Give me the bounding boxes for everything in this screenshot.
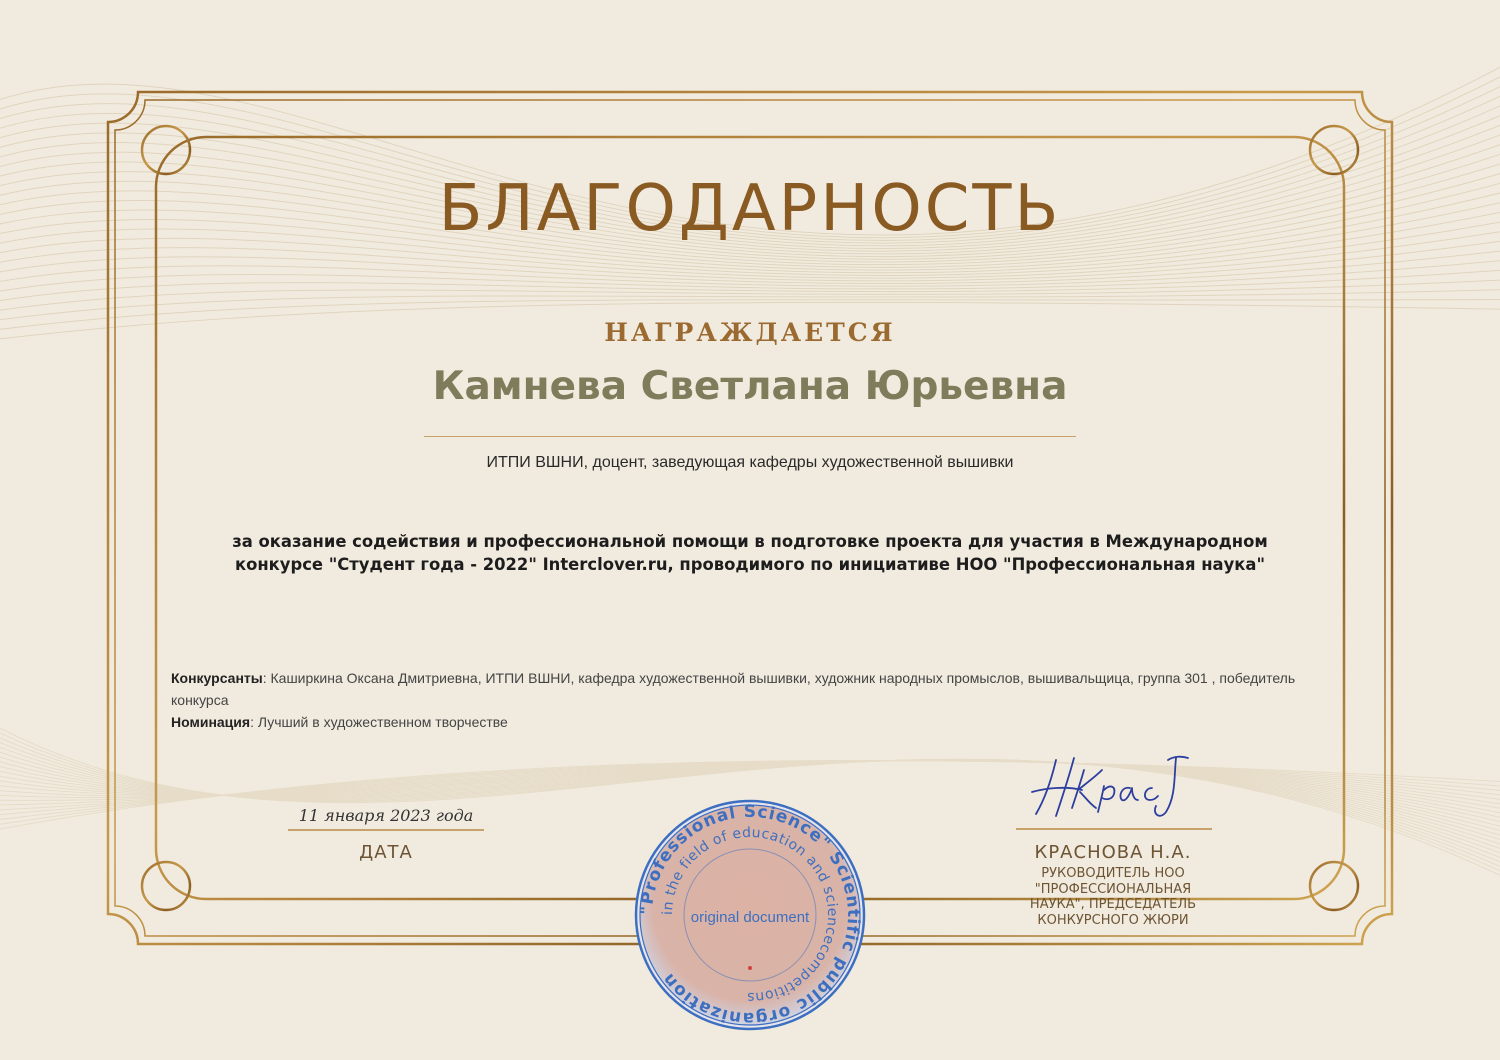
competition-details — [171, 667, 1321, 733]
corner-circle-top-right — [1310, 126, 1358, 174]
award-reason-line-2: конкурсе "Студент года - 2022" Interclover.ru, проводимого по инициативе НОО "Профессиональная наука" — [234, 555, 1266, 574]
corner-circle-bottom-left — [142, 862, 190, 910]
seal-center-text: original document — [690, 909, 810, 926]
award-reason-line-1: за оказание содействия и профессиональной помощи в подготовке проекта для участия в Международном — [232, 532, 1268, 551]
corner-circle-bottom-right — [1310, 862, 1358, 910]
signer-role-line-1: РУКОВОДИТЕЛЬ НОО — [1041, 866, 1185, 881]
official-seal — [632, 797, 868, 1033]
seal-inner-text: in the field of education and sciencecompetitions — [659, 824, 841, 1006]
signature-underline — [1016, 828, 1212, 830]
corner-circle-top-left — [142, 126, 190, 174]
recipient-name: Камнева Светлана Юрьевна — [432, 364, 1068, 409]
nomination-value: : Лучший в художественном творчестве — [250, 714, 508, 730]
date-label: ДАТА — [359, 842, 413, 863]
certificate-title: БЛАГОДАРНОСТЬ — [438, 172, 1062, 246]
signer-role — [985, 866, 1241, 928]
participants-row — [171, 667, 1321, 711]
participants-value: : Каширкина Оксана Дмитриевна, ИТПИ ВШНИ, кафедра художественной вышивки, художник народных промыслов, вышивальщица, группа 301 , победитель конкурса — [171, 670, 1296, 708]
nomination-row — [171, 711, 1321, 733]
awarded-label: НАГРАЖДАЕТСЯ — [604, 318, 896, 347]
recipient-position: ИТПИ ВШНИ, доцент, заведующая кафедры художественной вышивки — [486, 454, 1014, 471]
signer-role-line-3: НАУКА", ПРЕДСЕДАТЕЛЬ — [1029, 897, 1197, 912]
signature-image — [1026, 752, 1196, 824]
date-underline — [288, 829, 484, 831]
signer-role-line-4: КОНКУРСНОГО ЖЮРИ — [1037, 912, 1189, 928]
name-underline — [424, 436, 1076, 437]
seal-outer-text: "Professional Science" Scientific public organization — [636, 801, 864, 1029]
award-reason — [190, 530, 1310, 576]
nomination-label: Номинация — [171, 714, 251, 730]
issue-date: 11 января 2023 года — [298, 806, 474, 825]
signer-name: КРАСНОВА Н.А. — [1034, 842, 1192, 863]
signer-role-line-2: "ПРОФЕССИОНАЛЬНАЯ — [1034, 881, 1192, 897]
participants-label: Конкурсанты — [171, 670, 263, 686]
